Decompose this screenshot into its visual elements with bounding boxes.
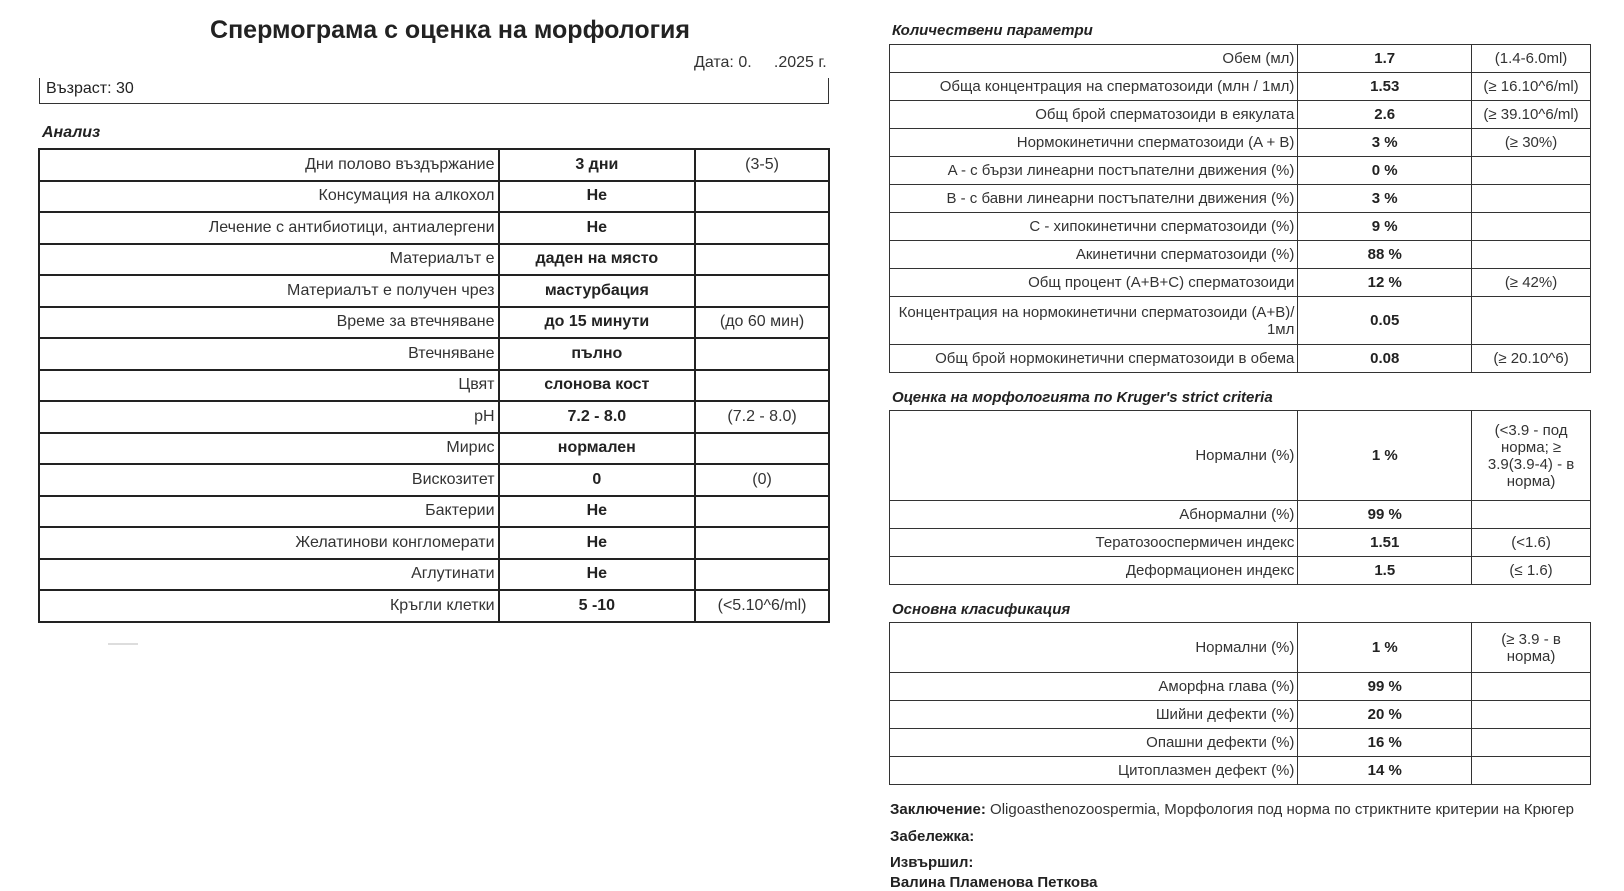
row-reference: (≥ 20.10^6): [1472, 345, 1591, 373]
row-value: 88 %: [1298, 241, 1472, 269]
table-row: [890, 729, 1591, 757]
row-value: 1 %: [1298, 623, 1472, 673]
row-reference: [1472, 701, 1591, 729]
row-reference: (7.2 - 8.0): [695, 401, 829, 433]
note-label: Забележка:: [890, 828, 975, 845]
row-label: Опашни дефекти (%): [890, 729, 1298, 757]
row-label: Шийни дефекти (%): [890, 701, 1298, 729]
row-value: 14 %: [1298, 757, 1472, 785]
table-row: [890, 129, 1591, 157]
row-label: Втечняване: [39, 338, 499, 370]
row-label: Общ брой нормокинетични сперматозоиди в обема: [890, 345, 1298, 373]
row-value: 5 -10: [499, 590, 696, 622]
row-reference: (≥ 30%): [1472, 129, 1591, 157]
row-value: 0.05: [1298, 297, 1472, 345]
table-row: [890, 213, 1591, 241]
table-row: [890, 45, 1591, 73]
row-value: 1.53: [1298, 73, 1472, 101]
row-value: 16 %: [1298, 729, 1472, 757]
row-label: Нормокинетични сперматозоиди (A + B): [890, 129, 1298, 157]
row-value: 20 %: [1298, 701, 1472, 729]
table-row: [890, 345, 1591, 373]
row-label: Цвят: [39, 370, 499, 402]
table-row: [39, 496, 829, 528]
note: [890, 828, 974, 845]
row-value: Не: [499, 527, 696, 559]
row-label: A - с бързи линеарни постъпателни движения (%): [890, 157, 1298, 185]
row-label: Материалът е получен чрез: [39, 275, 499, 307]
analysis-heading: Анализ: [42, 124, 101, 141]
row-reference: (0): [695, 464, 829, 496]
row-reference: (<3.9 - под норма; ≥ 3.9(3.9-4) - в норма): [1472, 411, 1591, 501]
performer-name: [890, 874, 1097, 891]
quantitative-heading: Количествени параметри: [892, 22, 1093, 39]
row-value: даден на място: [499, 244, 696, 276]
row-reference: [695, 527, 829, 559]
table-row: [890, 757, 1591, 785]
row-value: до 15 минути: [499, 307, 696, 339]
row-reference: [695, 433, 829, 465]
table-row: [890, 269, 1591, 297]
row-label: Тератозооспермичен индекс: [890, 529, 1298, 557]
row-value: Не: [499, 181, 696, 213]
quantitative-table: [889, 44, 1591, 373]
row-label: Общ брой сперматозоиди в еякулата: [890, 101, 1298, 129]
row-reference: (≥ 39.10^6/ml): [1472, 101, 1591, 129]
row-reference: (3-5): [695, 149, 829, 181]
row-label: Консумация на алкохол: [39, 181, 499, 213]
row-value: 3 %: [1298, 129, 1472, 157]
row-value: 12 %: [1298, 269, 1472, 297]
row-reference: [695, 338, 829, 370]
row-label: Желатинови конгломерати: [39, 527, 499, 559]
row-reference: [695, 181, 829, 213]
row-reference: (<5.10^6/ml): [695, 590, 829, 622]
row-value: пълно: [499, 338, 696, 370]
table-row: [890, 101, 1591, 129]
row-label: Вискозитет: [39, 464, 499, 496]
row-reference: (≥ 3.9 - в норма): [1472, 623, 1591, 673]
table-row: [890, 411, 1591, 501]
report-date: Дата: 0. .2025 г.: [694, 54, 827, 71]
row-value: 7.2 - 8.0: [499, 401, 696, 433]
table-row: [39, 149, 829, 181]
table-row: [39, 338, 829, 370]
row-label: Време за втечняване: [39, 307, 499, 339]
row-reference: [695, 496, 829, 528]
row-label: Цитоплазмен дефект (%): [890, 757, 1298, 785]
row-reference: [695, 559, 829, 591]
table-row: [39, 433, 829, 465]
table-row: [39, 370, 829, 402]
table-row: [890, 73, 1591, 101]
row-reference: [695, 370, 829, 402]
table-row: [890, 185, 1591, 213]
table-row: [890, 701, 1591, 729]
row-value: 99 %: [1298, 501, 1472, 529]
basic-classification-table: [889, 622, 1591, 785]
performed-by-label: Извършил:: [890, 854, 974, 871]
kruger-heading: Оценка на морфологията по Kruger's strict criteria: [892, 389, 1273, 406]
row-label: Дни полово въздържание: [39, 149, 499, 181]
row-value: 2.6: [1298, 101, 1472, 129]
table-row: [39, 464, 829, 496]
table-row: [39, 244, 829, 276]
conclusion-text: Oligoasthenozoospermia, Морфология под норма по стриктните критерии на Крюгер: [990, 801, 1575, 818]
row-label: Аморфна глава (%): [890, 673, 1298, 701]
row-reference: (≥ 42%): [1472, 269, 1591, 297]
row-reference: [1472, 673, 1591, 701]
patient-info-box: [39, 78, 829, 104]
table-row: [890, 529, 1591, 557]
row-value: Не: [499, 559, 696, 591]
table-row: [890, 241, 1591, 269]
row-reference: [1472, 213, 1591, 241]
table-row: [39, 181, 829, 213]
row-label: B - с бавни линеарни постъпателни движения (%): [890, 185, 1298, 213]
table-row: [890, 157, 1591, 185]
row-value: Не: [499, 212, 696, 244]
row-label: Мирис: [39, 433, 499, 465]
row-reference: [695, 212, 829, 244]
row-value: 1 %: [1298, 411, 1472, 501]
row-label: pH: [39, 401, 499, 433]
row-value: 0: [499, 464, 696, 496]
row-value: 99 %: [1298, 673, 1472, 701]
row-label: Нормални (%): [890, 623, 1298, 673]
row-value: 3 %: [1298, 185, 1472, 213]
row-label: Общ процент (A+B+C) сперматозоиди: [890, 269, 1298, 297]
row-value: 0 %: [1298, 157, 1472, 185]
table-row: [890, 297, 1591, 345]
table-row: [890, 501, 1591, 529]
row-reference: [1472, 241, 1591, 269]
conclusion: [890, 801, 1574, 818]
conclusion-label: Заключение:: [890, 801, 986, 818]
patient-age: Възраст: 30: [46, 80, 134, 97]
row-value: 1.5: [1298, 557, 1472, 585]
row-reference: (≥ 16.10^6/ml): [1472, 73, 1591, 101]
kruger-table: [889, 410, 1591, 585]
row-value: мастурбация: [499, 275, 696, 307]
row-value: 0.08: [1298, 345, 1472, 373]
row-value: нормален: [499, 433, 696, 465]
table-row: [39, 559, 829, 591]
row-label: C - хипокинетични сперматозоиди (%): [890, 213, 1298, 241]
performed-by: [890, 854, 973, 871]
row-label: Аглутинати: [39, 559, 499, 591]
row-value: 1.51: [1298, 529, 1472, 557]
row-value: 9 %: [1298, 213, 1472, 241]
row-reference: (≤ 1.6): [1472, 557, 1591, 585]
row-reference: (<1.6): [1472, 529, 1591, 557]
table-row: [39, 275, 829, 307]
table-row: [890, 623, 1591, 673]
row-reference: [695, 244, 829, 276]
row-value: Не: [499, 496, 696, 528]
basic-classification-heading: Основна класификация: [892, 601, 1071, 618]
row-label: Обем (мл): [890, 45, 1298, 73]
table-row: [39, 307, 829, 339]
row-value: слонова кост: [499, 370, 696, 402]
row-label: Акинетични сперматозоиди (%): [890, 241, 1298, 269]
table-row: [39, 401, 829, 433]
row-label: Кръгли клетки: [39, 590, 499, 622]
row-reference: (1.4-6.0ml): [1472, 45, 1591, 73]
row-reference: [1472, 729, 1591, 757]
row-label: Деформационен индекс: [890, 557, 1298, 585]
row-label: Абнормални (%): [890, 501, 1298, 529]
row-label: Нормални (%): [890, 411, 1298, 501]
row-reference: [1472, 501, 1591, 529]
row-value: 1.7: [1298, 45, 1472, 73]
row-label: Материалът е: [39, 244, 499, 276]
faint-mark: [108, 643, 138, 645]
row-value: 3 дни: [499, 149, 696, 181]
table-row: [39, 527, 829, 559]
page-title: Спермограма с оценка на морфология: [210, 16, 690, 44]
row-reference: [1472, 757, 1591, 785]
table-row: [39, 212, 829, 244]
analysis-table: [38, 148, 830, 623]
row-label: Бактерии: [39, 496, 499, 528]
performer-name-text: Валина Пламенова Петкова: [890, 874, 1098, 891]
row-reference: [1472, 297, 1591, 345]
row-reference: [1472, 185, 1591, 213]
row-label: Концентрация на нормокинетични сперматозоиди (A+B)/ 1мл: [890, 297, 1298, 345]
table-row: [890, 557, 1591, 585]
row-reference: [695, 275, 829, 307]
row-reference: [1472, 157, 1591, 185]
row-label: Обща концентрация на сперматозоиди (млн / 1мл): [890, 73, 1298, 101]
row-reference: (до 60 мин): [695, 307, 829, 339]
row-label: Лечение с антибиотици, антиалергени: [39, 212, 499, 244]
table-row: [39, 590, 829, 622]
table-row: [890, 673, 1591, 701]
